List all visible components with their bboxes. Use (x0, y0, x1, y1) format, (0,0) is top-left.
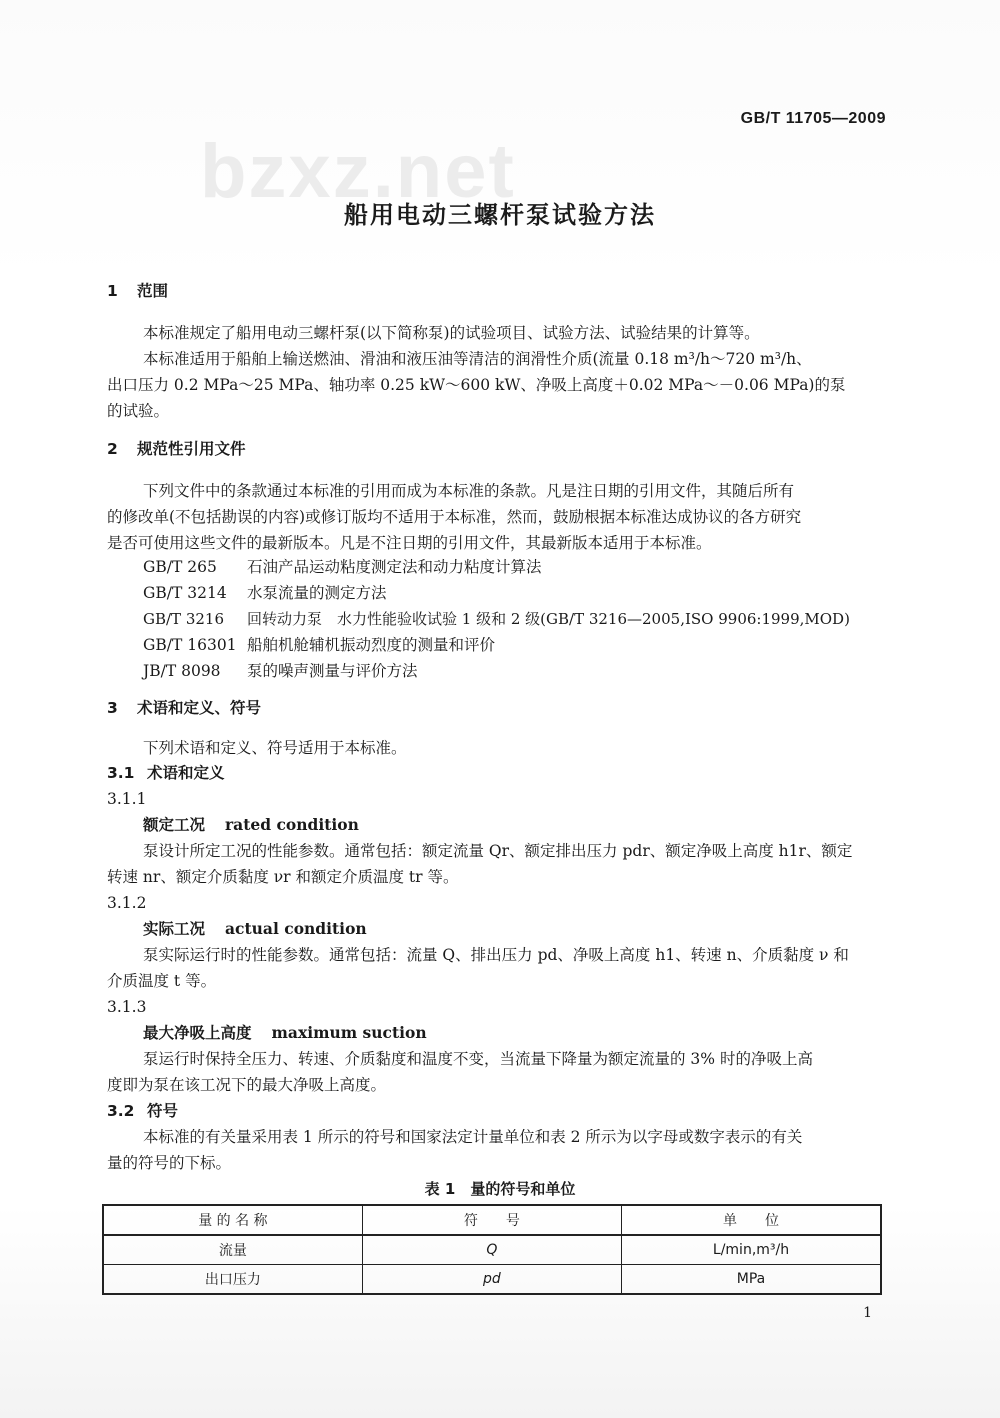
reference-item (143, 608, 850, 630)
section-number: 1 (107, 282, 118, 300)
reference-item (143, 582, 387, 604)
section-2-paragraph-line-2: 的修改单(不包括勘误的内容)或修订版均不适用于本标准，然而，鼓励根据本标准达成协议的各方研究 (107, 508, 802, 526)
symbols-paragraph-line-1: 本标准的有关量采用表 1 所示的符号和国家法定计量单位和表 2 所示为以字母或数字表示的有关 (143, 1128, 803, 1146)
section-title: 规范性引用文件 (137, 440, 246, 458)
term-heading (143, 918, 367, 940)
subsection-number: 3.2 (107, 1102, 135, 1120)
section-1-heading (107, 280, 168, 302)
term-heading (143, 1022, 427, 1044)
section-title: 术语和定义、符号 (137, 699, 262, 717)
section-title: 范围 (137, 282, 169, 300)
section-2-paragraph-line-3: 是否可使用这些文件的最新版本。凡是不注日期的引用文件，其最新版本适用于本标准。 (107, 534, 712, 552)
term-definition-line-1: 泵设计所定工况的性能参数。通常包括：额定流量 Qr、额定排出压力 pdr、额定净吸上高度 h1r、额定 (143, 842, 853, 860)
section-number: 2 (107, 440, 118, 458)
table-1-caption: 表 1 量的符号和单位 (424, 1180, 576, 1198)
section-1-paragraph-2-line-3: 的试验。 (107, 402, 170, 420)
table-cell: L/min,m³/h (622, 1235, 881, 1265)
term-chinese: 额定工况 (143, 816, 206, 834)
table-1 (102, 1204, 882, 1295)
term-number: 3.1.2 (107, 894, 147, 912)
reference-title: 石油产品运动粘度测定法和动力粘度计算法 (247, 558, 542, 576)
term-chinese: 实际工况 (143, 920, 206, 938)
table-cell: 出口压力 (103, 1265, 362, 1295)
table-header-cell: 单 位 (622, 1205, 881, 1235)
section-number: 3 (107, 699, 118, 717)
section-3-intro: 下列术语和定义、符号适用于本标准。 (143, 739, 407, 757)
term-heading (143, 814, 359, 836)
section-3-heading (107, 697, 261, 719)
table-header-row (103, 1205, 881, 1235)
reference-item (143, 660, 418, 682)
table-header-cell: 符 号 (362, 1205, 621, 1235)
term-chinese: 最大净吸上高度 (143, 1024, 252, 1042)
reference-code: JB/T 8098 (143, 662, 221, 680)
reference-code: GB/T 265 (143, 558, 217, 576)
table-row (103, 1265, 881, 1295)
term-definition-line-1: 泵运行时保持全压力、转速、介质黏度和温度不变，当流量下降量为额定流量的 3% 时的净吸上高 (143, 1050, 813, 1068)
reference-code: GB/T 16301 (143, 636, 237, 654)
reference-code: GB/T 3214 (143, 584, 227, 602)
term-definition-line-1: 泵实际运行时的性能参数。通常包括：流量 Q、排出压力 pd、净吸上高度 h1、转速 n、介质黏度 ν 和 (143, 946, 849, 964)
term-english: rated condition (225, 815, 359, 834)
watermark: bzxz.net (200, 129, 516, 214)
term-definition-line-2: 介质温度 t 等。 (107, 972, 217, 990)
subsection-3-1-heading (107, 762, 225, 784)
reference-title: 船舶机舱辅机振动烈度的测量和评价 (247, 636, 496, 654)
section-2-heading (107, 438, 246, 460)
subsection-number: 3.1 (107, 764, 135, 782)
table-cell: Q (362, 1235, 621, 1265)
term-definition-line-2: 度即为泵在该工况下的最大净吸上高度。 (107, 1076, 387, 1094)
term-definition-line-2: 转速 nr、额定介质黏度 νr 和额定介质温度 tr 等。 (107, 868, 459, 886)
section-1-paragraph-1: 本标准规定了船用电动三螺杆泵(以下简称泵)的试验项目、试验方法、试验结果的计算等。 (143, 324, 760, 342)
subsection-title: 符号 (147, 1102, 179, 1120)
term-number: 3.1.1 (107, 790, 147, 808)
term-english: maximum suction (271, 1023, 427, 1042)
subsection-title: 术语和定义 (147, 764, 225, 782)
table-row (103, 1235, 881, 1265)
reference-item (143, 556, 542, 578)
table-cell: MPa (622, 1265, 881, 1295)
section-1-paragraph-2-line-2: 出口压力 0.2 MPa～25 MPa、轴功率 0.25 kW～600 kW、净吸上高度＋0.02 MPa～－0.06 MPa)的泵 (107, 376, 846, 394)
reference-title: 泵的噪声测量与评价方法 (247, 662, 418, 680)
term-number: 3.1.3 (107, 998, 147, 1016)
table-cell: 流量 (103, 1235, 362, 1265)
section-2-paragraph-line-1: 下列文件中的条款通过本标准的引用而成为本标准的条款。凡是注日期的引用文件，其随后所有 (143, 482, 795, 500)
reference-code: GB/T 3216 (143, 610, 225, 628)
reference-title: 水泵流量的测定方法 (247, 584, 387, 602)
document-title: 船用电动三螺杆泵试验方法 (344, 201, 656, 229)
subsection-3-2-heading (107, 1100, 178, 1122)
term-english: actual condition (225, 919, 367, 938)
reference-item (143, 634, 495, 656)
table-cell: pd (362, 1265, 621, 1295)
reference-title: 回转动力泵 水力性能验收试验 1 级和 2 级(GB/T 3216—2005,ISO 9906:1999,MOD) (247, 610, 850, 628)
standard-code: GB/T 11705—2009 (740, 110, 886, 127)
table-header-cell: 量 的 名 称 (103, 1205, 362, 1235)
page-number: 1 (863, 1305, 872, 1321)
symbols-paragraph-line-2: 量的符号的下标。 (107, 1154, 232, 1172)
section-1-paragraph-2-line-1: 本标准适用于船舶上输送燃油、滑油和液压油等清洁的润滑性介质(流量 0.18 m³/h～720 m³/h、 (143, 350, 812, 368)
